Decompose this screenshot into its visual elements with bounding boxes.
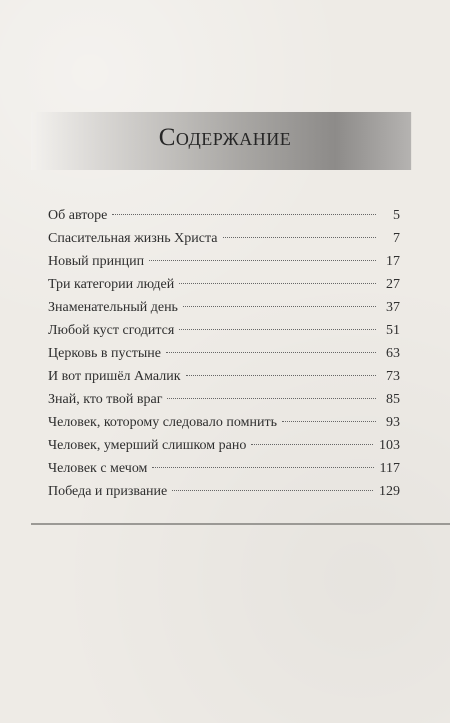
toc-title: Знаменательный день bbox=[48, 300, 178, 315]
toc-page-number: 129 bbox=[379, 484, 400, 499]
toc-page-number: 5 bbox=[393, 208, 400, 223]
toc-row bbox=[48, 276, 400, 299]
dot-leader bbox=[149, 260, 376, 261]
toc-title: Человек, которому следовало помнить bbox=[48, 415, 277, 430]
toc-title: Об авторе bbox=[48, 208, 108, 223]
toc-page-number: 85 bbox=[386, 392, 400, 407]
dot-leader bbox=[172, 490, 373, 491]
dot-leader bbox=[166, 352, 376, 353]
dot-leader bbox=[282, 421, 376, 422]
toc-page-number: 27 bbox=[386, 277, 400, 292]
toc-title: Человек с мечом bbox=[48, 461, 148, 476]
toc-row bbox=[48, 322, 400, 345]
toc-page-number: 37 bbox=[386, 300, 400, 315]
toc-row bbox=[48, 391, 400, 414]
toc-row bbox=[48, 299, 400, 322]
toc-row bbox=[48, 368, 400, 391]
dot-leader bbox=[223, 237, 377, 238]
toc-title: Человек, умерший слишком рано bbox=[48, 438, 247, 453]
dot-leader bbox=[167, 398, 376, 399]
dot-leader bbox=[251, 444, 373, 445]
toc-page-number: 103 bbox=[379, 438, 400, 453]
dot-leader bbox=[183, 306, 376, 307]
dot-leader bbox=[112, 214, 376, 215]
toc-row bbox=[48, 483, 400, 506]
toc-title: Церковь в пустыне bbox=[48, 346, 161, 361]
toc-page-number: 51 bbox=[386, 323, 400, 338]
page-title: Содержание bbox=[158, 124, 292, 151]
toc-row bbox=[48, 230, 400, 253]
toc-row bbox=[48, 345, 400, 368]
toc-page-number: 93 bbox=[386, 415, 400, 430]
dot-leader bbox=[179, 329, 376, 330]
toc-title: Знай, кто твой враг bbox=[48, 392, 163, 407]
table-of-contents bbox=[48, 207, 400, 506]
bottom-divider bbox=[31, 523, 450, 525]
toc-title: Любой куст сгодится bbox=[48, 323, 175, 338]
toc-row bbox=[48, 437, 400, 460]
toc-title: Новый принцип bbox=[48, 254, 145, 269]
dot-leader bbox=[152, 467, 373, 468]
dot-leader bbox=[179, 283, 376, 284]
toc-page-number: 63 bbox=[386, 346, 400, 361]
toc-row bbox=[48, 253, 400, 276]
toc-page-number: 117 bbox=[379, 461, 400, 476]
toc-row bbox=[48, 414, 400, 437]
toc-page-number: 7 bbox=[393, 231, 400, 246]
toc-row bbox=[48, 207, 400, 230]
dot-leader bbox=[186, 375, 376, 376]
toc-title: Спасительная жизнь Христа bbox=[48, 231, 218, 246]
toc-page-number: 17 bbox=[386, 254, 400, 269]
toc-title: И вот пришёл Амалик bbox=[48, 369, 181, 384]
toc-page-number: 73 bbox=[386, 369, 400, 384]
toc-row bbox=[48, 460, 400, 483]
toc-title: Три категории людей bbox=[48, 277, 175, 292]
toc-title: Победа и призвание bbox=[48, 484, 168, 499]
